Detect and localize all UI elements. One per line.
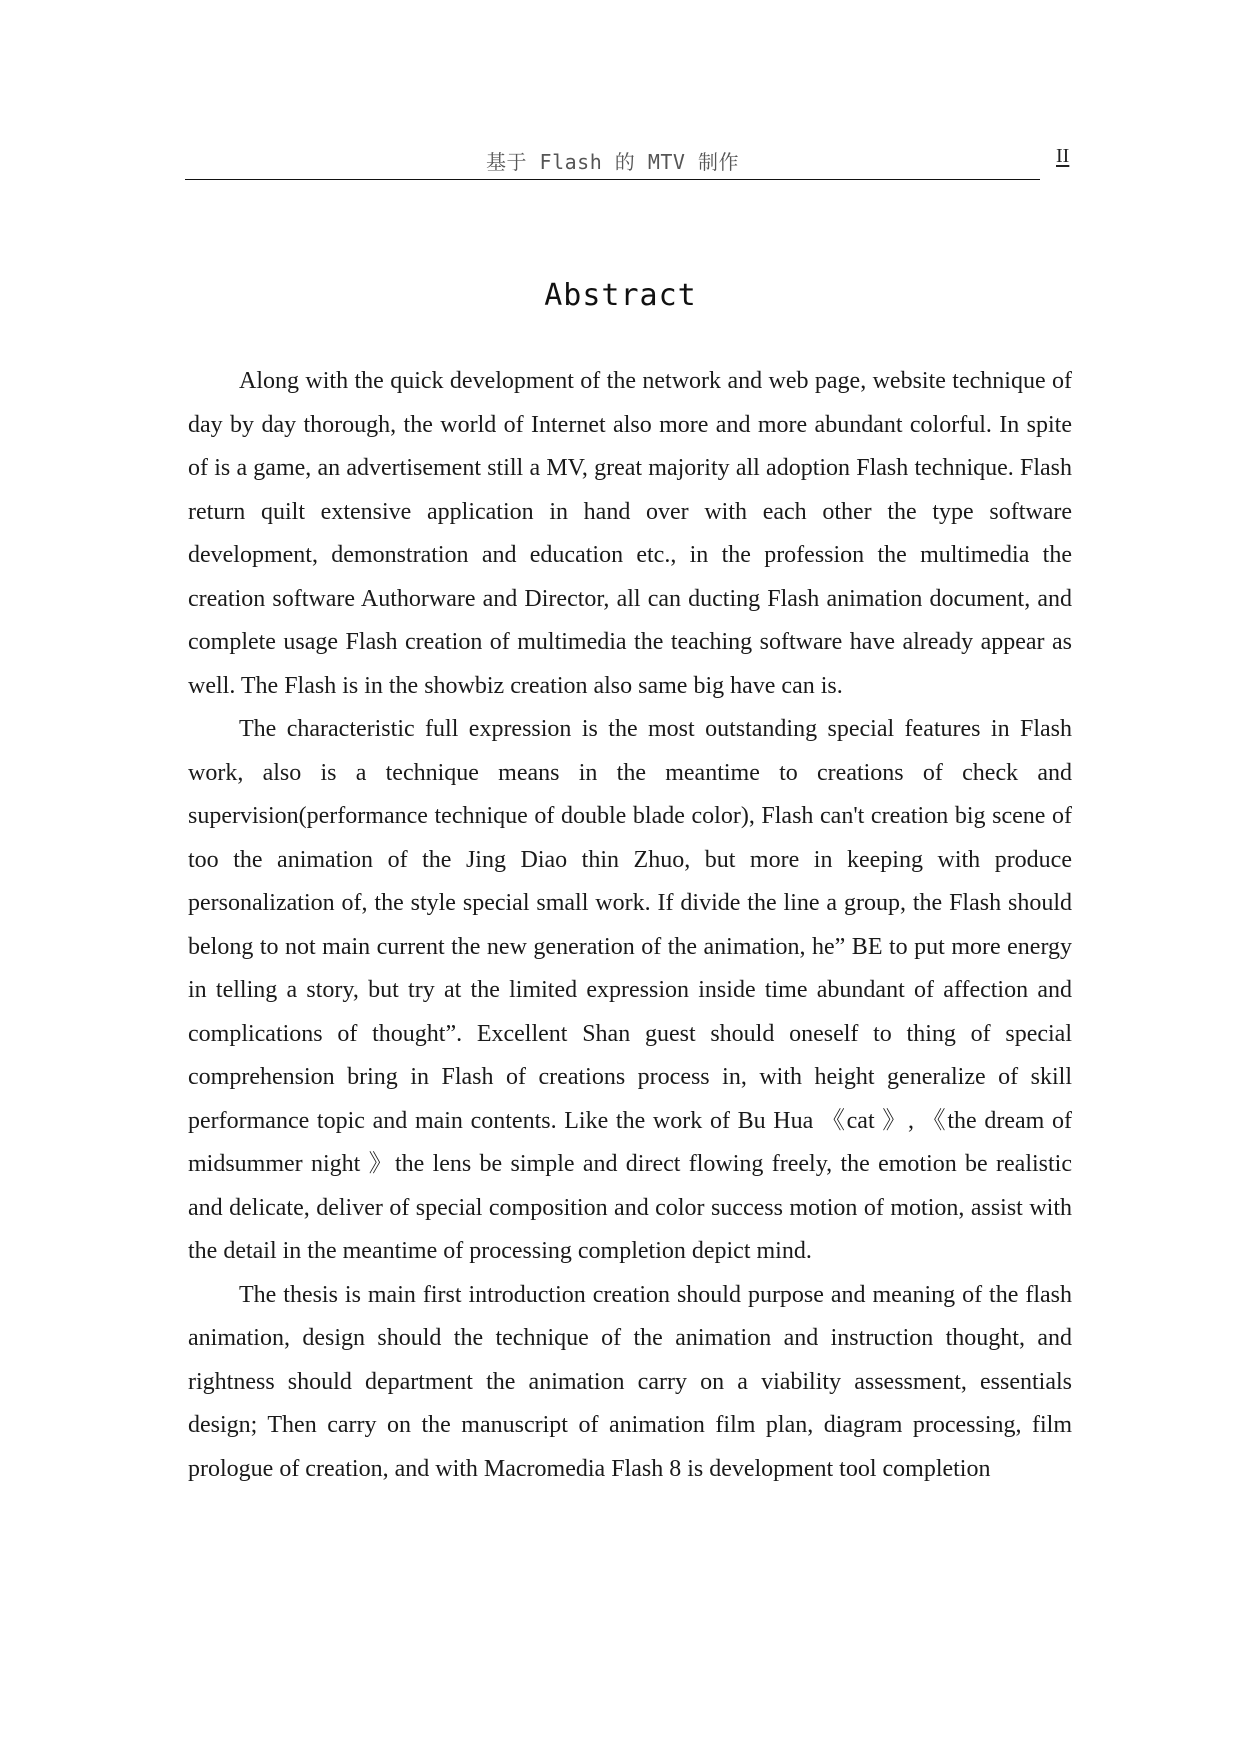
abstract-paragraph-1: Along with the quick development of the network and web page, website technique of day by day thorough, the world of Internet also more and more abundant colorful. In spite of is a game, an advertisement still a MV, great majority all adoption Flash technique. Flash return quilt extensive application in hand over with each other the type software development, demonstration and education etc., in the profession the multimedia the creation software Authorware and Director, all can ducting Flash animation document, and complete usage Flash creation of multimedia the teaching software have already appear as well. The Flash is in the showbiz creation also same big have can is.	[188, 368, 1072, 699]
running-header	[185, 146, 1040, 180]
header-rule	[185, 179, 1040, 180]
abstract-paragraph-3: The thesis is main first introduction creation should purpose and meaning of the flash animation, design should the technique of the animation and instruction thought, and rightness should department the animation carry on a viability assessment, essentials design; Then carry on the manuscript of animation film plan, diagram processing, film prologue of creation, and with Macromedia Flash 8 is development tool completion	[188, 1281, 1072, 1482]
page-number: II	[1056, 145, 1070, 167]
abstract-paragraph-2: The characteristic full expression is the most outstanding special features in Flash work, also is a technique means in the meantime to creations of check and supervision(performance technique of double blade color), Flash can't creation big scene of too the animation of the Jing Diao thin Zhuo, but more in keeping with produce personalization of, the style special small work. If divide the line a group, the Flash should belong to not main current the new generation of the animation, he” BE to put more energy in telling a story, but try at the limited expression inside time abundant of affection and complications of thought”. Excellent Shan guest should oneself to thing of special comprehension bring in Flash of creations process in, with height generalize of skill performance topic and main contents. Like the work of Bu Hua 《cat 》, 《the dream of midsummer night 》the lens be simple and direct flowing freely, the emotion be realistic and delicate, deliver of special composition and color success motion of motion, assist with the detail in the meantime of processing completion depict mind.	[188, 716, 1072, 1264]
running-header-title: 基于 Flash 的 MTV 制作	[486, 150, 739, 174]
abstract-heading: Abstract	[544, 278, 697, 313]
abstract-body	[188, 360, 1072, 1491]
